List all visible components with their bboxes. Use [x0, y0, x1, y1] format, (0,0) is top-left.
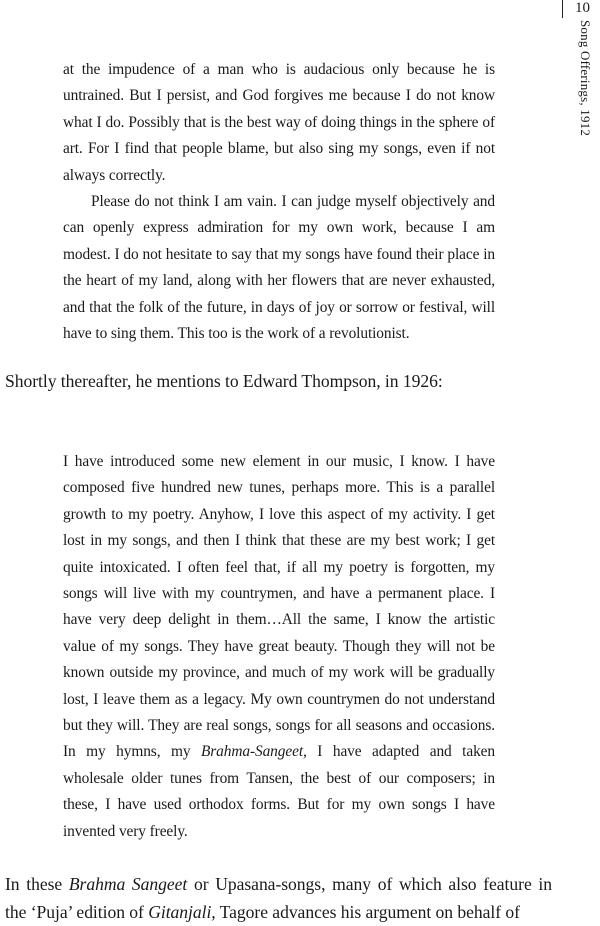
page-number: 10	[575, 0, 590, 16]
closing-paragraph-line-2	[5, 898, 552, 926]
closing-text-4: Tagore advances his argument on behalf of	[215, 902, 520, 922]
closing-paragraph-line-1	[5, 870, 552, 898]
quote1-paragraph-1: at the impudence of a man who is audacious only because he is untrained. But I persist, and God forgives me because I do not know what I do. Possibly that is the best way of doing things in the sphere of art. For I find that people blame, but also sing my songs, even if not always correctly.	[63, 61, 495, 184]
quote1-paragraph-2: Please do not think I am vain. I can judge myself objectively and can openly express admiration for my own work, because I am modest. I do not hesitate to say that my songs have found their place in the heart of my land, along with her flowers that are never exhausted, and that the folk of the future, in days of joy or sorrow or festival, will have to sing them. This too is the work of a revolutionist.	[63, 193, 495, 343]
brahma-sangeet-italic: Brahma Sangeet	[68, 874, 188, 894]
quote2-text-start: I have introduced some new element in our music, I know. I have composed five hundred new tunes, perhaps more. This is a parallel growth to my poetry. Anyhow, I love this aspect of my activity. I get lost in my songs, and then I think that these are my best work; I get quite intoxicated. I often feel that, if all my poetry is forgotten, my songs will live with my countrymen, and have a permanent place. I have very deep delight in them…All the same, I know the artistic value of my songs. They have great beauty. Though they will not be known outside my province, and much of my work will be gradually lost, I leave them as a legacy. My own countrymen do not understand but they will. They are real songs, songs for all seasons and occasions. In my hymns, my	[63, 453, 495, 761]
block-quote-rolland	[63, 57, 495, 347]
gitanjali-italic: Gitanjali,	[148, 902, 216, 922]
closing-text-3: the ‘Puja’ edition of	[5, 902, 149, 922]
block-quote-thompson	[63, 449, 495, 845]
header-divider	[562, 0, 563, 18]
brahma-sangeet-term: Brahma-Sangeet,	[200, 743, 307, 761]
quote2-paragraph	[63, 449, 495, 845]
closing-text-1: In these	[5, 874, 69, 894]
lead-in-paragraph-thompson: Shortly thereafter, he mentions to Edward Thompson, in 1926:	[5, 371, 443, 391]
closing-text-2: or Upasana-songs, many of which also feature in	[187, 874, 552, 894]
running-head: Song Offerings, 1912	[578, 20, 593, 137]
quote2-text-end: I have adapted and taken wholesale older tunes from Tansen, the best of our composers; in these, I have used orthodox forms. But for my own songs I have invented very freely.	[63, 743, 495, 840]
